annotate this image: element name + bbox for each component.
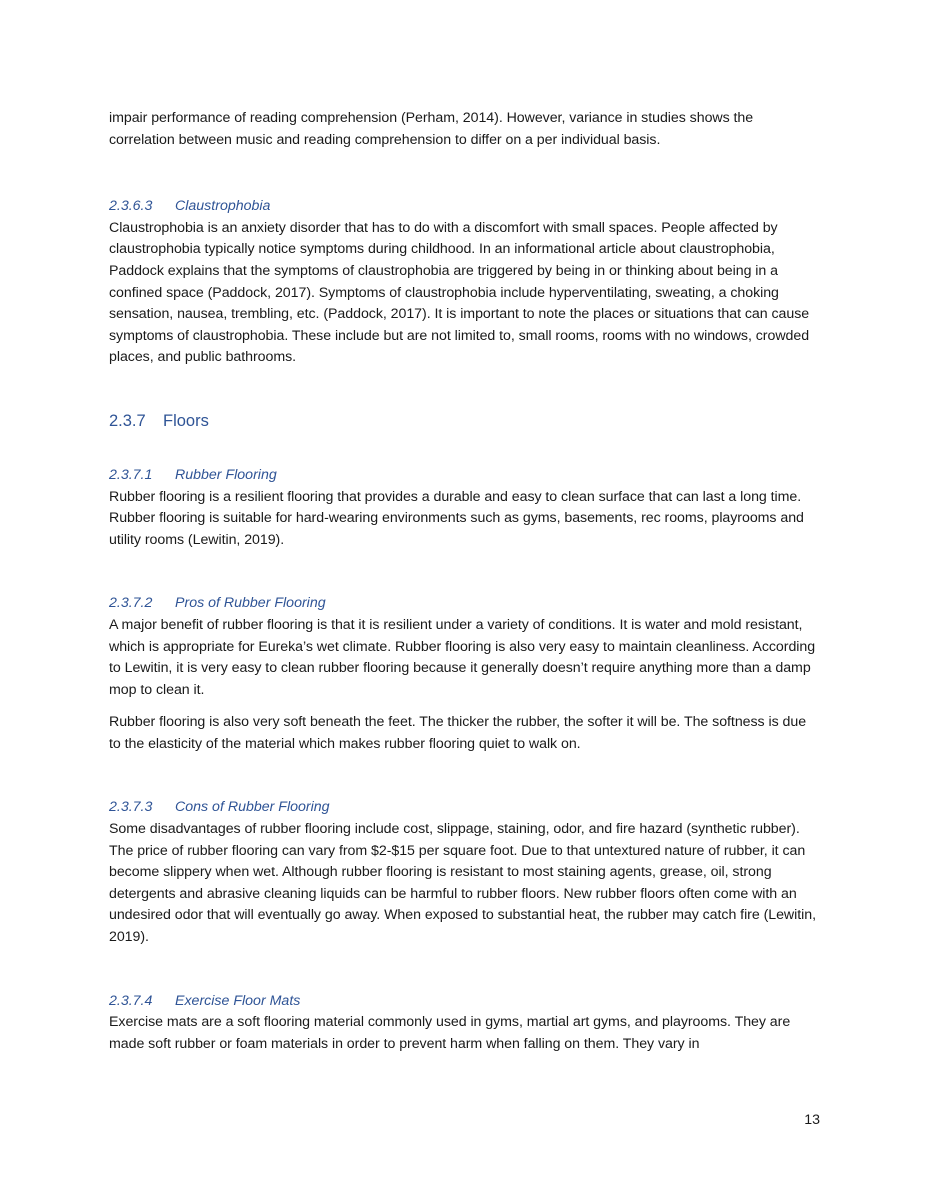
section-number: 2.3.7.3	[109, 799, 153, 816]
rubber-flooring-paragraph: Rubber flooring is a resilient flooring that provides a durable and easy to clean surface that can last a long time. Rubber flooring is suitable for hard-wearing environments such as gyms, basements, rec rooms, playrooms and utility rooms (Lewitin, 2019).	[109, 488, 804, 548]
section-title: Exercise Floor Mats	[175, 992, 301, 1009]
section-heading-exercise-floor-mats	[109, 991, 821, 1013]
section-number: 2.3.6.3	[109, 198, 153, 215]
section-number: 2.3.7.4	[109, 992, 153, 1009]
intro-paragraph: impair performance of reading comprehension (Perham, 2014). However, variance in studies shows the correlation between music and reading comprehension to differ on a per individual basis.	[109, 110, 754, 148]
pros-paragraph-1: A major benefit of rubber flooring is that it is resilient under a variety of conditions. It is water and mold resistant, which is appropriate for Eureka’s wet climate. Rubber flooring is also very easy to maintain cleanliness. According to Lewitin, it is very easy to clean rubber flooring because it generally doesn’t require anything more than a damp mop to clean it.	[109, 616, 816, 698]
section-number: 2.3.7.2	[109, 595, 153, 612]
section-title: Floors	[163, 411, 209, 430]
pros-paragraph-2: Rubber flooring is also very soft beneath the feet. The thicker the rubber, the softer it will be. The softness is due to the elasticity of the material which makes rubber flooring quiet to walk on.	[109, 714, 807, 752]
section-heading-cons-rubber-flooring	[109, 797, 821, 819]
section-title: Claustrophobia	[175, 198, 271, 215]
section-heading-claustrophobia	[109, 196, 821, 218]
section-heading-rubber-flooring	[109, 465, 821, 487]
cons-paragraph: Some disadvantages of rubber flooring include cost, slippage, staining, odor, and fire hazard (synthetic rubber). The price of rubber flooring can vary from $2-$15 per square foot. Due to that untextured nature of rubber, it can become slippery when wet. Although rubber flooring is resistant to most staining agents, grease, oil, strong detergents and abrasive cleaning liquids can be harmful to rubber floors. New rubber floors often come with an undesired odor that will eventually go away. When exposed to substantial heat, the rubber may catch fire (Lewitin, 2019).	[109, 821, 816, 946]
page-content	[109, 108, 821, 1055]
section-title: Pros of Rubber Flooring	[175, 595, 326, 612]
claustrophobia-paragraph: Claustrophobia is an anxiety disorder that has to do with a discomfort with small spaces. People affected by claustrophobia typically notice symptoms during childhood. In an informational article about claustrophobia, Paddock explains that the symptoms of claustrophobia are triggered by being in or thinking about being in a confined space (Paddock, 2017). Symptoms of claustrophobia include hyperventilating, sweating, a choking sensation, nausea, trembling, etc. (Paddock, 2017). It is important to note the places or situations that can cause symptoms of claustrophobia. These include but are not limited to, small rooms, rooms with no windows, crowded places, and public bathrooms.	[109, 219, 810, 366]
page-number: 13	[804, 1112, 820, 1128]
section-number: 2.3.7	[109, 411, 146, 430]
section-title: Rubber Flooring	[175, 466, 277, 483]
section-number: 2.3.7.1	[109, 466, 153, 483]
exercise-mats-paragraph: Exercise mats are a soft flooring material commonly used in gyms, martial art gyms, and playrooms. They are made soft rubber or foam materials in order to prevent harm when falling on them. They vary in	[109, 1014, 791, 1052]
section-title: Cons of Rubber Flooring	[175, 799, 330, 816]
section-heading-pros-rubber-flooring	[109, 593, 821, 615]
section-heading-floors	[109, 410, 821, 432]
